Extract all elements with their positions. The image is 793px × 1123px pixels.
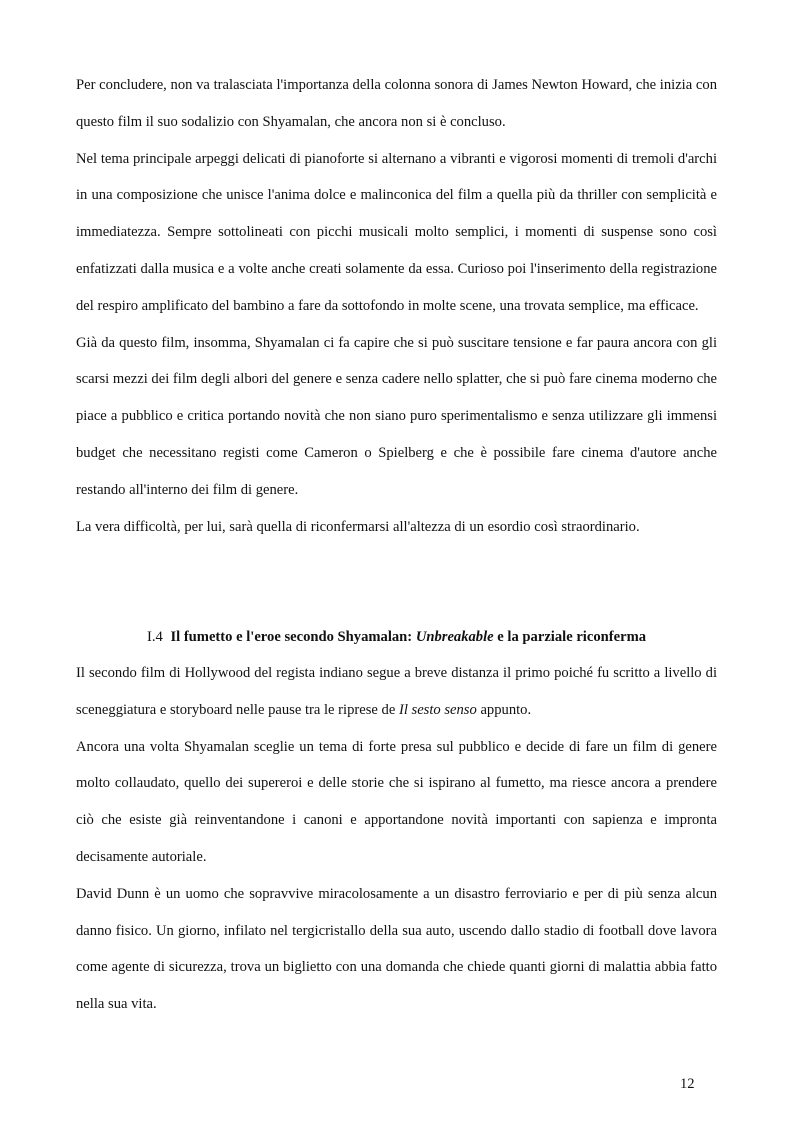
section-title-italic: Unbreakable (415, 629, 494, 645)
film-title-italic: Il sesto senso (398, 701, 477, 718)
section-title-part2: e la parziale riconferma (493, 629, 647, 645)
section-title-part1: Il fumetto e l'eroe secondo Shyamalan: (170, 629, 416, 645)
text-block-top (76, 67, 717, 545)
paragraph-conclusion: Già da questo film, insomma, Shyamalan ci fa capire che si può suscitare tensione e far paura ancora con gli scarsi mezzi dei film degli albori del genere e senza cadere nello splatter, che si può fare cinema moderno che piace a pubblico e critica portando novità che non siano puro sperimentalismo e senza utilizzare gli immensi budget che necessitano registi come Cameron o Spielberg e che è possibile fare cinema d'autore anche restando all'interno dei film di genere. (76, 334, 717, 498)
section-number: I.4 (146, 629, 163, 645)
page-number: 12 (680, 1076, 695, 1092)
paragraph-second-film-text-a: Il secondo film di Hollywood del regista indiano segue a breve distanza il primo poiché fu scritto a livello di sceneggiatura e storyboard nelle pause tra le riprese de (76, 665, 717, 718)
paragraph-second-film (76, 655, 717, 729)
section-heading (76, 622, 717, 652)
paragraph-superheroes: Ancora una volta Shyamalan sceglie un tema di forte presa sul pubblico e decide di fare un film di genere molto collaudato, quello dei supereroi e delle storie che si ispirano al fumetto, ma riesce ancora a prendere ciò che esiste già reinventandone i canoni e apportandone novità importanti con sapienza e impronta decisamente autoriale. (76, 738, 717, 865)
paragraph-difficulty: La vera difficoltà, per lui, sarà quella di riconfermarsi all'altezza di un esordio così straordinario. (76, 518, 640, 535)
paragraph-david-dunn: David Dunn è un uomo che sopravvive miracolosamente a un disastro ferroviario e per di più senza alcun danno fisico. Un giorno, infilato nel tergicristallo della sua auto, uscendo dallo stadio di football dove lavora come agente di sicurezza, trova un biglietto con una domanda che chiede quanti giorni di malattia abbia fatto nella sua vita. (76, 885, 717, 1013)
paragraph-second-film-text-b: appunto. (476, 701, 532, 718)
text-block-bottom (76, 655, 717, 1023)
paragraph-soundtrack: Per concludere, non va tralasciata l'importanza della colonna sonora di James Newton Howard, che inizia con questo film il suo sodalizio con Shyamalan, che ancora non si è concluso. (76, 77, 717, 130)
paragraph-main-theme: Nel tema principale arpeggi delicati di pianoforte si alternano a vibranti e vigorosi momenti di tremoli d'archi in una composizione che unisce l'anima dolce e malinconica del film a quella più da thriller con semplicità e immediatezza. Sempre sottolineati con picchi musicali molto semplici, i momenti di suspense sono così enfatizzati dalla musica e a volte anche creati solamente da essa. Curioso poi l'inserimento della registrazione del respiro amplificato del bambino a fare da sottofondo in molte scene, una trovata semplice, ma efficace. (76, 150, 717, 314)
